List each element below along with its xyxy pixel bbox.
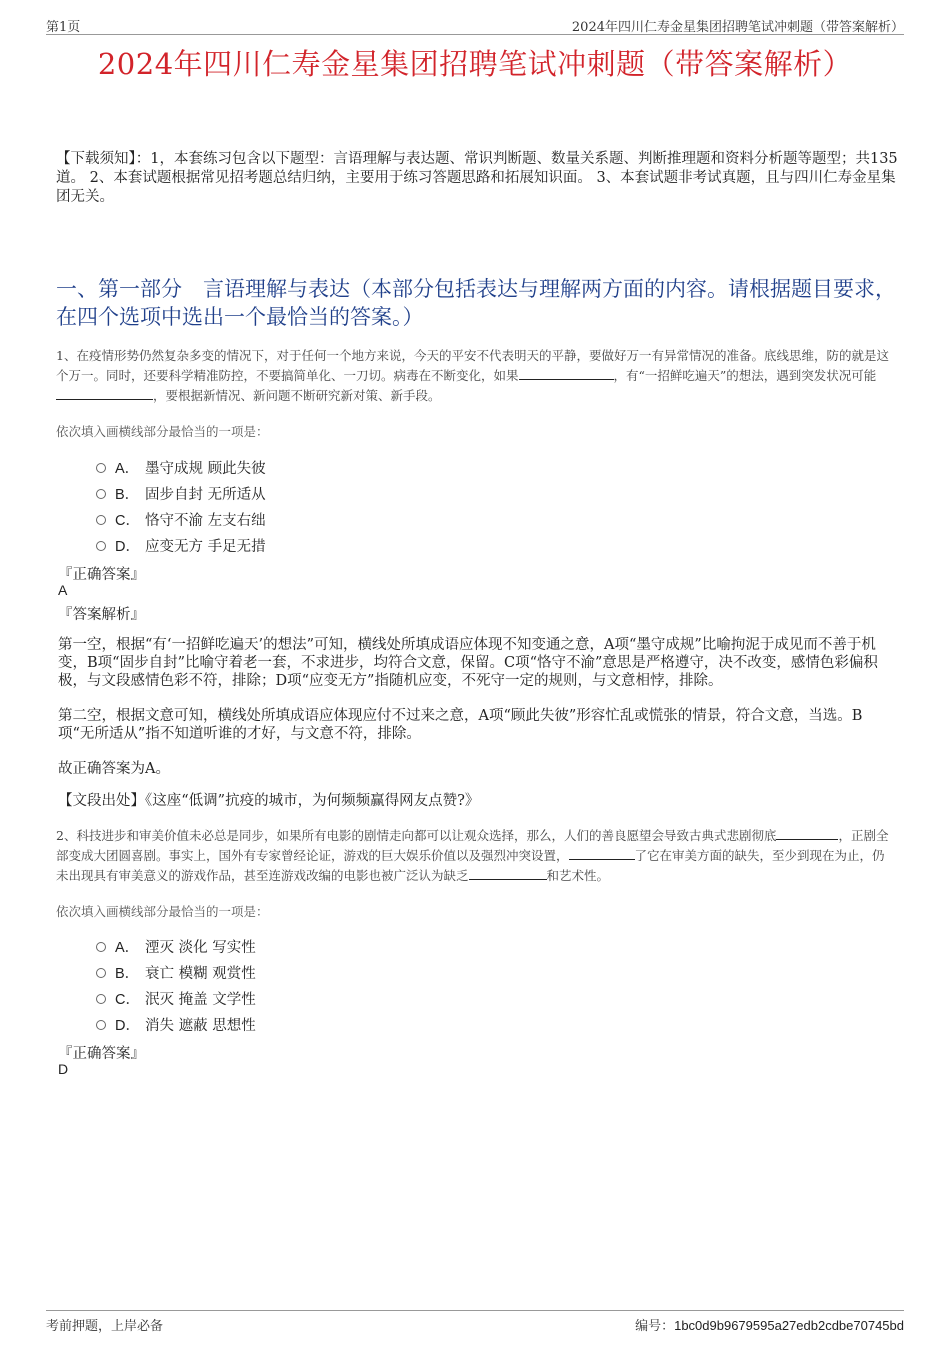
- page-header: [46, 14, 904, 35]
- question-1-prompt: 依次填入画横线部分最恰当的一项是：: [56, 424, 269, 439]
- q1-answer-label: 『正确答案』: [58, 567, 145, 583]
- blank-1: [776, 827, 838, 840]
- footer-slogan: 考前押题，上岸必备: [46, 1319, 164, 1334]
- q2-option-d[interactable]: D． 消失 遮蔽 思想性: [96, 1014, 256, 1035]
- radio-icon[interactable]: [96, 541, 106, 551]
- q1-option-c[interactable]: C． 恪守不渝 左支右绌: [96, 509, 266, 530]
- radio-icon[interactable]: [96, 515, 106, 525]
- radio-icon[interactable]: [96, 942, 106, 952]
- q1-analysis-label: 『答案解析』: [58, 607, 145, 623]
- q2-option-c[interactable]: C． 泯灭 掩盖 文学性: [96, 988, 256, 1009]
- page-title: 2024年四川仁寿金星集团招聘笔试冲刺题（带答案解析）: [97, 47, 853, 81]
- q1-source: 【文段出处】《这座“低调”抗疫的城市，为何频频赢得网友点赞?》: [58, 793, 480, 809]
- radio-icon[interactable]: [96, 463, 106, 473]
- radio-icon[interactable]: [96, 994, 106, 1004]
- q2-answer: D: [58, 1061, 69, 1077]
- q1-option-a[interactable]: A． 墨守成规 顾此失彼: [96, 457, 266, 478]
- q2-answer-label: 『正确答案』: [58, 1046, 145, 1062]
- radio-icon[interactable]: [96, 489, 106, 499]
- q1-option-d[interactable]: D． 应变无方 手足无措: [96, 535, 266, 556]
- q1-analysis-1: 第一空，根据“有‘一招鲜吃遍天’的想法”可知，横线处所填成语应体现不知变通之意，A项“墨守成规”比喻拘泥于成见而不善于机变，B项“固步自封”比喻守着老一套，不求进步，均符合文意，保留。C项“恪守不渝”意思是严格遵守，决不改变，感情色彩偏积极，与文段感情色彩不符，排除；D项“应变无方”指随机应变，不死守一定的规则，与文意相悖，排除。: [58, 637, 878, 689]
- header-doc-title: 2024年四川仁寿金星集团招聘笔试冲刺题（带答案解析）: [571, 20, 904, 35]
- question-2-prompt: 依次填入画横线部分最恰当的一项是：: [56, 904, 269, 919]
- blank-1: [519, 367, 614, 380]
- download-notice: 【下载须知】：1，本套练习包含以下题型：言语理解与表达题、常识判断题、数量关系题、判断推理题和资料分析题等题型；共135道。 2、本套试题根据常见招考题总结归纳，主要用于练习答题思路和拓展知识面。 3、本套试题非考试真题，且与四川仁寿金星集团无关。: [56, 151, 898, 205]
- q2-option-a[interactable]: A． 湮灭 淡化 写实性: [96, 936, 256, 957]
- radio-icon[interactable]: [96, 968, 106, 978]
- q1-analysis-2: 第二空，根据文意可知，横线处所填成语应体现应付不过来之意，A项“顾此失彼”形容忙乱或慌张的情景，符合文意，当选。B项“无所适从”指不知道听谁的才好，与文意不符，排除。: [58, 708, 863, 742]
- question-1-text: 1、在疫情形势仍然复杂多变的情况下，对于任何一个地方来说，今天的平安不代表明天的平静，要做好万一有异常情况的准备。底线思维，防的就是这个万一。同时，还要科学精准防控，不要搞简单化、一刀切。病毒在不断变化，如果 ，有“一招鲜吃遍天”的想法，遇到突发状况可能，要根据新情况、新问题不断研究新对策、新手段。: [56, 348, 889, 403]
- blank-3: [469, 867, 547, 880]
- q1-option-b[interactable]: B． 固步自封 无所适从: [96, 483, 266, 504]
- blank-2: [56, 387, 153, 400]
- page-footer: [46, 1310, 904, 1333]
- question-2-text: 2、科技进步和审美价值未必总是同步，如果所有电影的剧情走向都可以让观众选择，那么，人们的善良愿望会导致古典式悲剧彻底 ，正剧全部变成大团圆喜剧。事实上，国外有专家曾经论证，游戏的巨大娱乐价值以及强烈冲突设置， 了它在审美方面的缺失，至少到现在为止，仍未出现具有审美意义的游戏作品，甚至连游戏改编的电影也被广泛认为缺乏 和艺术性。: [56, 828, 889, 883]
- section-title: 一、第一部分 言语理解与表达（本部分包括表达与理解两方面的内容。请根据题目要求，在四个选项中选出一个最恰当的答案。）: [56, 277, 896, 329]
- q1-answer: A: [58, 582, 68, 598]
- blank-2: [569, 847, 635, 860]
- q1-conclusion: 故正确答案为A。: [58, 761, 170, 777]
- q2-option-b[interactable]: B． 衰亡 模糊 观赏性: [96, 962, 256, 983]
- footer-code: 编号：1bc0d9b9679595a27edb2cdbe70745bd: [635, 1318, 904, 1334]
- radio-icon[interactable]: [96, 1020, 106, 1030]
- page-number: 第1页: [46, 20, 81, 35]
